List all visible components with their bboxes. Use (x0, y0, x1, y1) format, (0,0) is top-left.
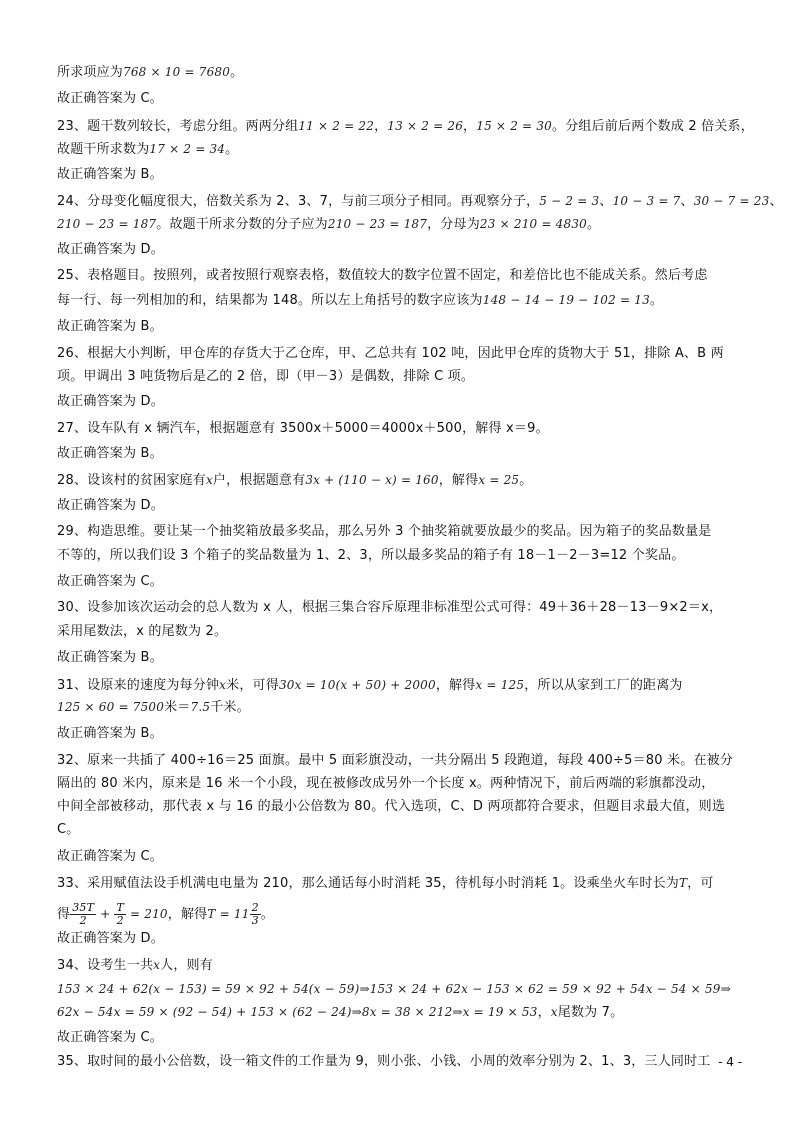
text-run: 采用尾数法，x 的尾数为 2。 (57, 624, 228, 639)
text-run: 故题干所求数为 (57, 142, 150, 157)
fraction-denominator: 2 (116, 914, 124, 927)
fraction-denominator: 2 (79, 914, 87, 927)
text-run: 、 (680, 194, 694, 209)
math-expression: x = 25 (478, 473, 520, 487)
text-run: 故正确答案为 C。 (57, 1030, 164, 1045)
text-run: ，解得 (438, 473, 479, 488)
text-line (57, 599, 757, 617)
text-run: ， (537, 1005, 551, 1020)
text-line (57, 1003, 757, 1022)
text-line (57, 471, 757, 490)
math-expression: = 210 (125, 907, 168, 921)
text-line (57, 1029, 757, 1047)
text-run: 34、设考生一共 (57, 958, 154, 973)
text-run: 32、原来一共插了 400÷16＝25 面旗。最中 5 面彩旗没动，一共分隔出 5 段跑道，每段 400÷5＝80 米。在被分 (57, 753, 734, 768)
text-run: 。 (225, 142, 239, 157)
text-run: 。 (587, 217, 601, 232)
fraction-denominator: 3 (251, 914, 259, 927)
math-expression: + (96, 907, 115, 921)
text-run: 23、题干数列较长，考虑分组。两两分组 (57, 119, 299, 134)
text-run: 29、构造思维。要让某一个抽奖箱放最多奖品，那么另外 3 个抽奖箱就要放最少的奖品。因为箱子的奖品数量是 (57, 524, 712, 539)
text-run: 故正确答案为 B。 (57, 650, 163, 665)
text-line (57, 166, 757, 184)
text-run: 项。甲调出 3 吨货物后是乙的 2 倍，即（甲－3）是偶数，排除 C 项。 (57, 369, 475, 384)
math-expression: 17 × 2 = 34 (149, 142, 226, 156)
text-run: 。 (649, 293, 664, 308)
text-line (57, 547, 757, 565)
text-run: 27、设车队有 x 辆汽车，根据题意有 3500x＋5000＝4000x＋500，解得 x＝9。 (57, 421, 549, 436)
text-run: 故正确答案为 B。 (57, 726, 163, 741)
text-line (57, 192, 783, 211)
text-line (57, 393, 757, 411)
text-run: 31、设原来的速度为每分钟 (57, 678, 220, 693)
math-expression: 23 × 210 = 4830 (479, 217, 588, 231)
math-expression: x (205, 473, 213, 487)
text-run: 人，则有 (160, 958, 213, 973)
text-run: 隔出的 80 米内，原来是 16 米一个小段，现在被修改成另外一个长度 x。两种情况下，前后两端的彩旗都没动， (57, 776, 715, 791)
text-line (57, 848, 757, 866)
text-run: 每一行、每一列相加的和，结果都为 148。所以左上角括号的数字应该为 (57, 293, 483, 308)
math-expression: 7.5 (190, 700, 211, 714)
text-line (57, 798, 757, 816)
text-run: 。故题干所求分数的分子应为 (156, 217, 328, 232)
text-run: 25、表格题目。按照列，或者按照行观察表格，数值较大的数字位置不固定，和差倍比也不能成关系。然后考虑 (57, 268, 708, 283)
fraction-numerator: 2 (251, 901, 259, 914)
text-line (57, 117, 757, 136)
math-expression: 30x = 10(x + 50) + 2000 (278, 678, 436, 692)
text-line (57, 676, 757, 695)
text-run: 。 (519, 473, 533, 488)
page-number: - 4 - (718, 1055, 742, 1069)
text-run: 故正确答案为 D。 (57, 931, 164, 946)
text-line (57, 523, 757, 541)
text-run: 24、分母变化幅度很大，倍数关系为 2、3、7，与前三项分子相同。再观察分子， (57, 194, 540, 209)
math-expression: 768 × 10 = 7680 (123, 65, 231, 79)
text-run: 。分组后前后两个数成 2 倍关系， (552, 119, 754, 134)
text-line (57, 445, 757, 463)
fraction-numerator: 35T (72, 901, 95, 914)
text-run: 35、取时间的最小公倍数，设一箱文件的工作量为 9，则小张、小钱、小周的效率分别为 2、1、3，三人同时工 (57, 1054, 711, 1069)
text-run: ，解得 (167, 907, 208, 922)
math-expression: x = 125 (475, 678, 525, 692)
text-run: 故正确答案为 C。 (57, 91, 164, 106)
text-run: ，解得 (435, 678, 476, 693)
text-run: 26、根据大小判断，甲仓库的存货大于乙仓库，甲、乙总共有 102 吨，因此甲仓库的货物大于 51，排除 A、B 两 (57, 346, 724, 361)
text-run: 中间全部被移动，那代表 x 与 16 的最小公倍数为 80。代入选项，C、D 两项都符合要求，但题目求最大值，则选 (57, 799, 726, 814)
text-line (57, 956, 757, 975)
text-run: ， (374, 119, 388, 134)
text-line (57, 902, 757, 927)
math-expression: 148 − 14 − 19 − 102 = 13 (482, 293, 650, 307)
text-run: 故正确答案为 C。 (57, 849, 164, 864)
text-line (57, 821, 757, 839)
text-line (57, 267, 757, 285)
math-expression: x (153, 958, 161, 972)
text-line (57, 930, 757, 948)
text-line (57, 623, 757, 641)
text-run: ，可 (687, 876, 714, 891)
text-run: C。 (57, 822, 80, 837)
text-line (57, 291, 757, 310)
text-run: 户，根据题意有 (212, 473, 306, 488)
math-expression: 3x + (110 − x) = 160 (305, 473, 439, 487)
text-run: 千米。 (210, 700, 250, 715)
fraction-numerator: T (116, 901, 124, 914)
text-run: 所求项应为 (57, 65, 124, 80)
text-line (57, 725, 757, 743)
text-line (57, 215, 757, 234)
text-run: 故正确答案为 B。 (57, 167, 163, 182)
text-run: 故正确答案为 D。 (57, 242, 164, 257)
text-run: 33、采用赋值法设手机满电电量为 210，那么通话每小时消耗 35，待机每小时消耗 1。设乘坐火车时长为 (57, 876, 679, 891)
text-line (57, 497, 757, 515)
math-expression: 210 − 23 = 187 (327, 217, 428, 231)
text-run: ， (463, 119, 477, 134)
text-line (57, 775, 757, 793)
text-line (57, 241, 757, 259)
text-run: 米＝ (164, 700, 191, 715)
text-run: 米，可得 (226, 678, 279, 693)
math-expression: 15 × 2 = 30 (476, 119, 552, 133)
text-run: 。 (260, 907, 274, 922)
text-line (57, 420, 757, 438)
text-line (57, 90, 757, 108)
text-line (57, 63, 757, 82)
text-line (57, 874, 757, 893)
text-run: 28、设该村的贫困家庭有 (57, 473, 206, 488)
text-run: 得 (57, 907, 71, 922)
text-run: ，分母为 (427, 217, 480, 232)
text-line (57, 752, 757, 770)
text-run: 故正确答案为 B。 (57, 446, 163, 461)
math-expression: x (219, 678, 227, 692)
math-expression: T (678, 876, 688, 890)
text-line (57, 1053, 757, 1071)
text-line (57, 318, 757, 336)
math-expression: T = 11 (207, 907, 250, 921)
math-expression: 13 × 2 = 26 (387, 119, 464, 133)
text-run: 不等的，所以我们设 3 个箱子的奖品数量为 1、2、3，所以最多奖品的箱子有 18－1－2－3=12 个奖品。 (57, 548, 685, 563)
math-expression: 62x − 54x = 59 × (92 − 54) + 153 × (62 − 24)⇒8x = 38 × 212⇒x = 19 × 53 (57, 1005, 538, 1019)
text-run: 。 (230, 65, 244, 80)
text-line (57, 573, 757, 591)
text-line (57, 649, 757, 667)
fraction (250, 902, 261, 927)
math-expression: x (550, 1005, 558, 1019)
text-run: 故正确答案为 B。 (57, 319, 163, 334)
text-run: 30、设参加该次运动会的总人数为 x 人，根据三集合容斥原理非标准型公式可得：49＋36＋28－13－9×2＝x， (57, 600, 723, 615)
text-run: 故正确答案为 D。 (57, 394, 164, 409)
text-run: 、 (599, 194, 613, 209)
fraction (70, 902, 96, 927)
text-run: 故正确答案为 C。 (57, 574, 164, 589)
math-expression: 30 − 7 = 23 (693, 194, 770, 208)
math-expression: 11 × 2 = 22 (298, 119, 375, 133)
math-expression: 153 × 24 + 62(x − 153) = 59 × 92 + 54(x − 59)⇒153 × 24 + 62x − 153 × 62 = 59 × 92 + 54x − 54 × 59⇒ (57, 982, 731, 996)
text-run: ，所以从家到工厂的距离为 (524, 678, 683, 693)
text-line (57, 980, 757, 999)
math-expression: 125 × 60 = 7500 (57, 700, 165, 714)
math-expression: 10 − 3 = 7 (612, 194, 681, 208)
text-line (57, 698, 757, 717)
text-line (57, 368, 757, 386)
text-run: 、 (769, 194, 783, 209)
math-expression: 5 − 2 = 3 (539, 194, 600, 208)
text-run: 故正确答案为 D。 (57, 498, 164, 513)
fraction (114, 902, 126, 927)
math-expression: 210 − 23 = 187 (57, 217, 157, 231)
text-run: 尾数为 7。 (557, 1005, 624, 1020)
text-line (57, 345, 757, 363)
text-line (57, 140, 757, 159)
